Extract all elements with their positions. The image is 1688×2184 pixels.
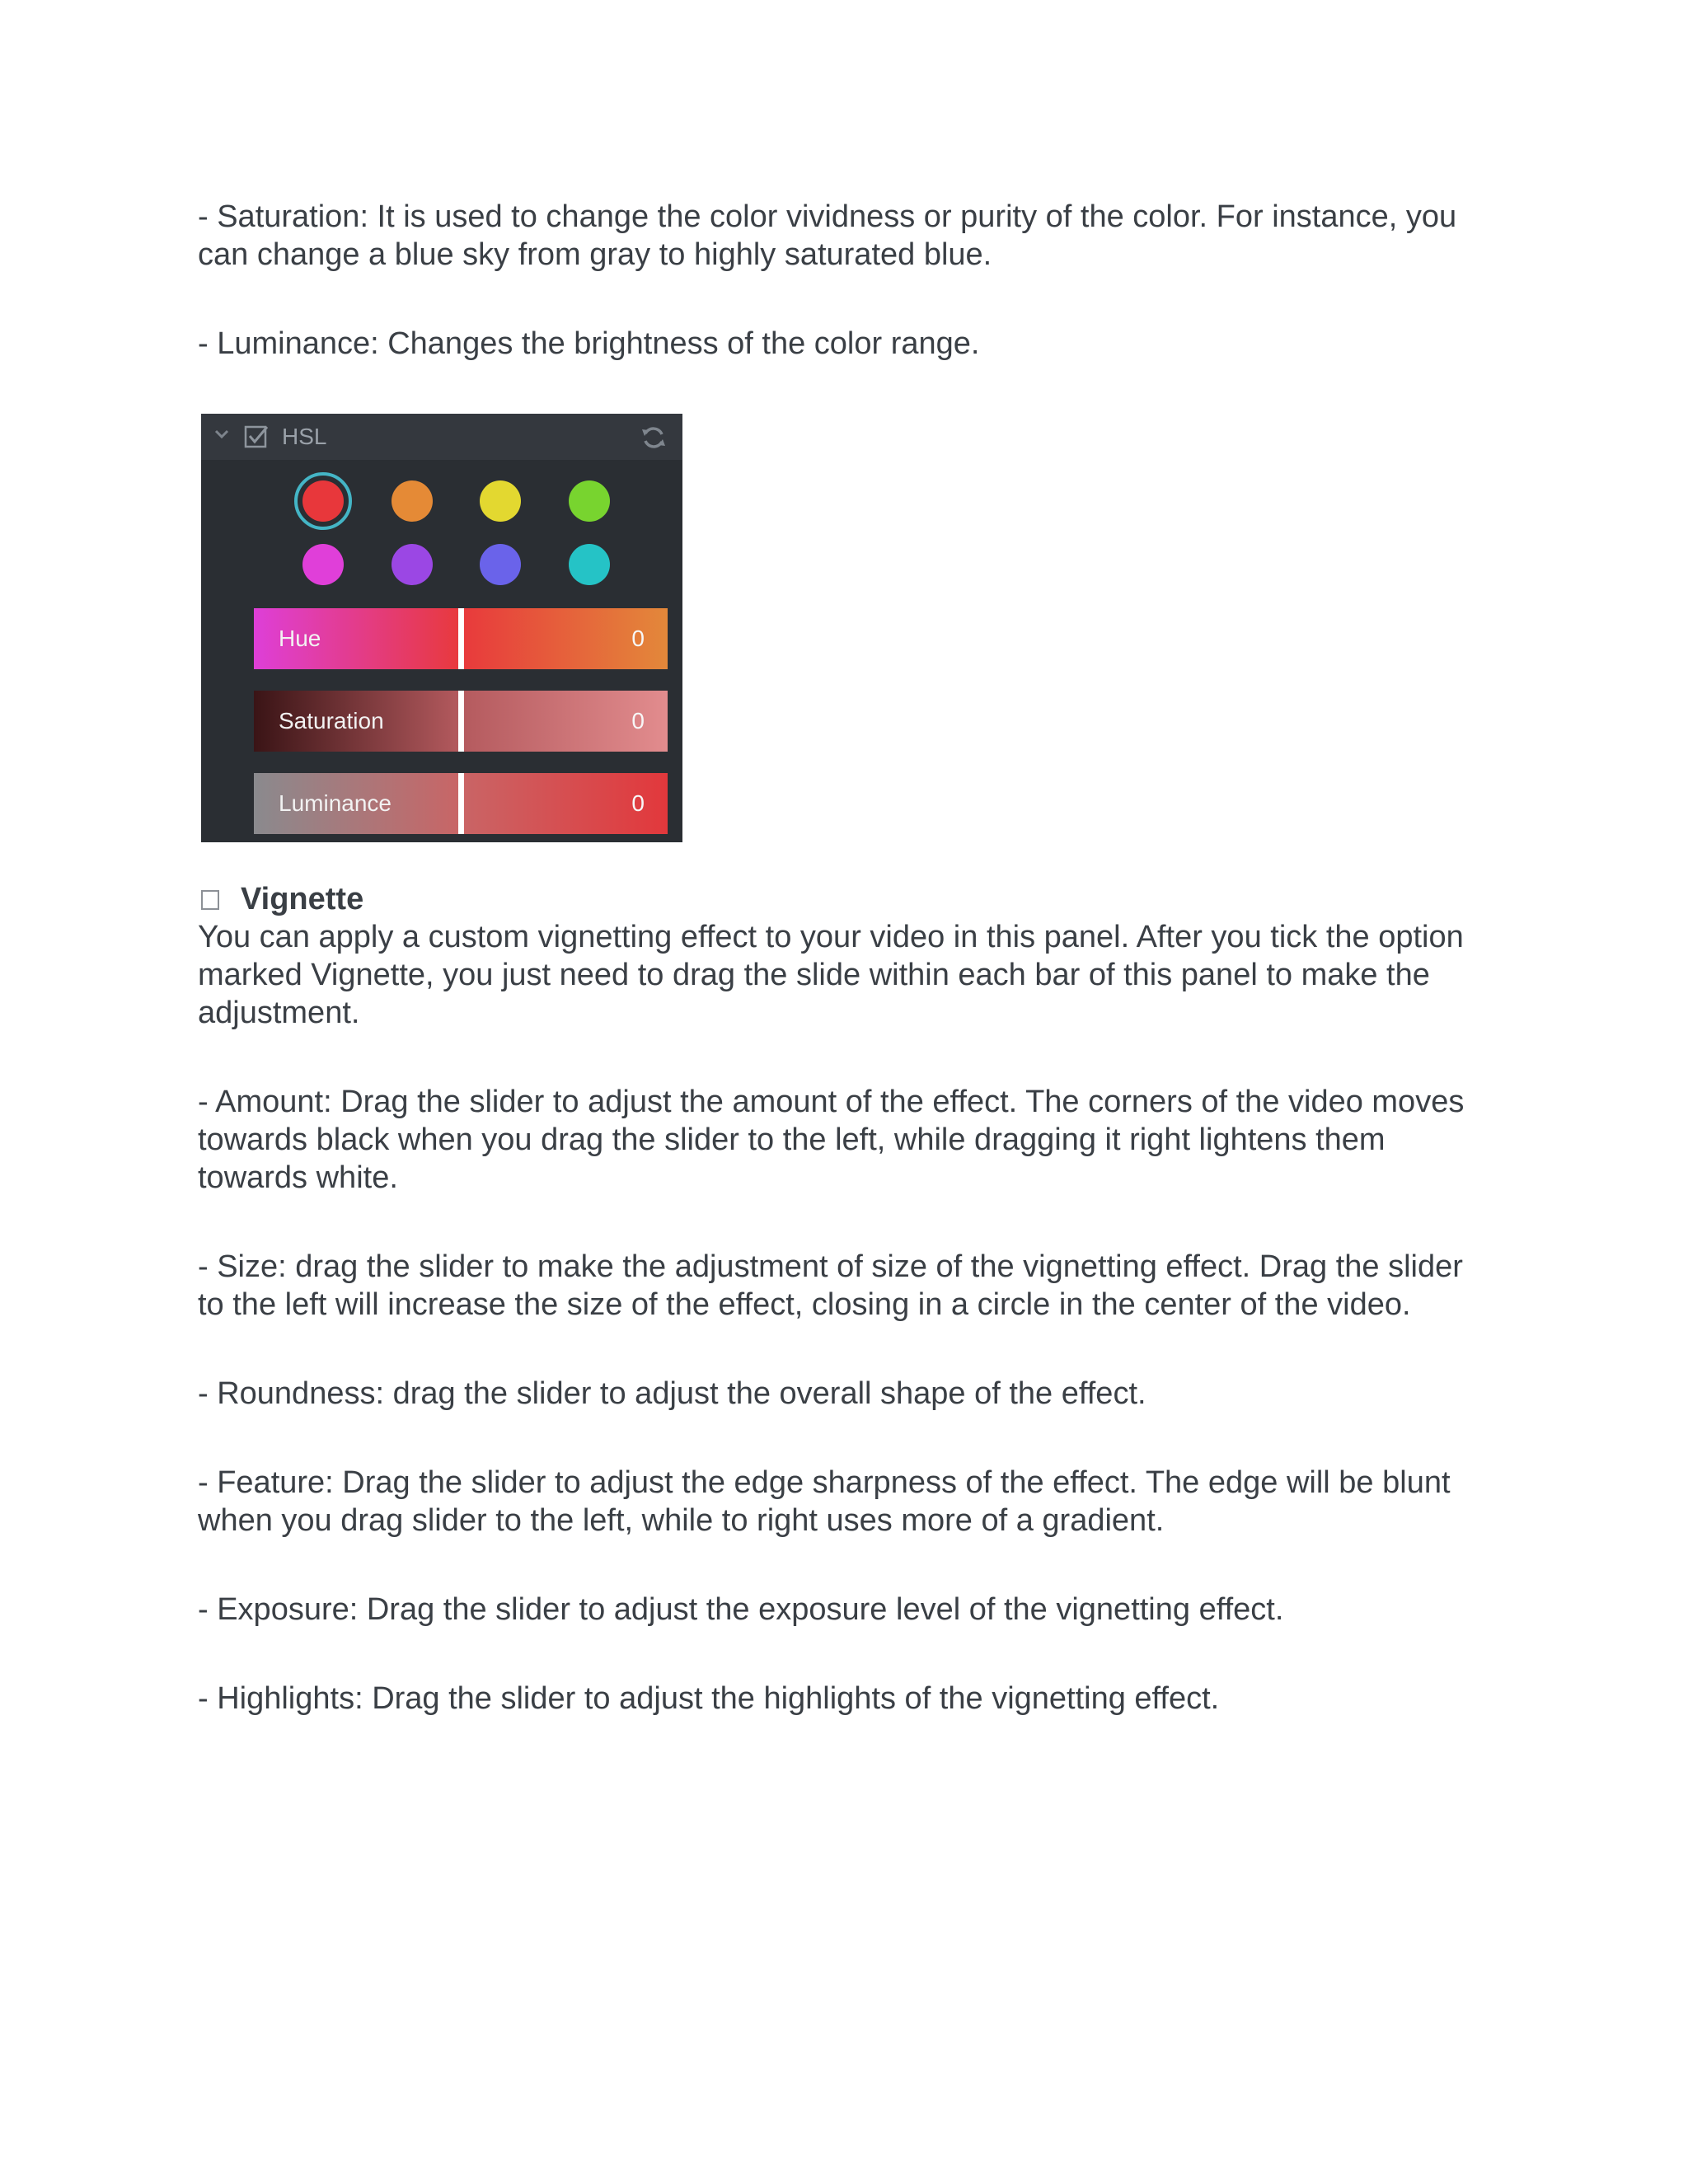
- size-paragraph: - Size: drag the slider to make the adjustment of size of the vignetting effect. Drag the slider to the left will increase the size of the effect, closing in a circle in the center of the video.: [198, 1249, 1463, 1322]
- hue-slider-label: Hue: [279, 626, 321, 651]
- color-swatch-orange[interactable]: [392, 480, 433, 522]
- color-swatch-yellow[interactable]: [480, 480, 521, 522]
- hsl-checkbox[interactable]: [244, 424, 270, 450]
- hue-slider-value: 0: [631, 626, 645, 651]
- luminance-slider-label: Luminance: [279, 790, 392, 816]
- saturation-slider[interactable]: [254, 691, 668, 752]
- saturation-slider-handle[interactable]: [458, 691, 464, 752]
- luminance-paragraph: - Luminance: Changes the brightness of the color range.: [198, 326, 980, 361]
- vignette-heading: [198, 880, 1484, 918]
- document-page: [198, 198, 1484, 1718]
- vignette-heading-text: Vignette: [241, 882, 364, 916]
- exposure-paragraph: - Exposure: Drag the slider to adjust the exposure level of the vignetting effect.: [198, 1592, 1284, 1627]
- bullet-box-icon: [201, 890, 219, 910]
- vignette-paragraph: You can apply a custom vignetting effect to your video in this panel. After you tick the option marked Vignette, you just need to drag the slide within each bar of this panel to make the adjustment.: [198, 920, 1464, 1030]
- color-swatch-magenta[interactable]: [302, 544, 344, 585]
- hue-slider-handle[interactable]: [458, 608, 464, 669]
- hsl-panel-screenshot: [201, 414, 682, 842]
- color-swatch-blue[interactable]: [480, 544, 521, 585]
- luminance-slider-handle[interactable]: [458, 773, 464, 834]
- saturation-slider-label: Saturation: [279, 708, 384, 733]
- reset-icon[interactable]: [640, 424, 668, 452]
- color-swatch-aqua[interactable]: [569, 544, 610, 585]
- luminance-slider-value: 0: [631, 790, 645, 816]
- saturation-slider-value: 0: [631, 708, 645, 733]
- chevron-down-icon[interactable]: [209, 422, 234, 447]
- color-swatch-green[interactable]: [569, 480, 610, 522]
- amount-paragraph: - Amount: Drag the slider to adjust the amount of the effect. The corners of the video moves towards black when you drag the slider to the left, while dragging it right lightens them towards white.: [198, 1085, 1465, 1195]
- luminance-slider[interactable]: [254, 773, 668, 834]
- hsl-panel-header: [201, 414, 682, 460]
- hue-slider[interactable]: [254, 608, 668, 669]
- highlights-paragraph: - Highlights: Drag the slider to adjust the highlights of the vignetting effect.: [198, 1681, 1220, 1716]
- saturation-paragraph: - Saturation: It is used to change the color vividness or purity of the color. For instance, you can change a blue sky from gray to highly saturated blue.: [198, 199, 1457, 272]
- roundness-paragraph: - Roundness: drag the slider to adjust the overall shape of the effect.: [198, 1376, 1146, 1411]
- hsl-panel-title: HSL: [282, 424, 327, 449]
- color-swatch-purple[interactable]: [392, 544, 433, 585]
- feature-paragraph: - Feature: Drag the slider to adjust the edge sharpness of the effect. The edge will be blunt when you drag slider to the left, while to right uses more of a gradient.: [198, 1465, 1451, 1538]
- color-swatch-red[interactable]: [302, 480, 344, 522]
